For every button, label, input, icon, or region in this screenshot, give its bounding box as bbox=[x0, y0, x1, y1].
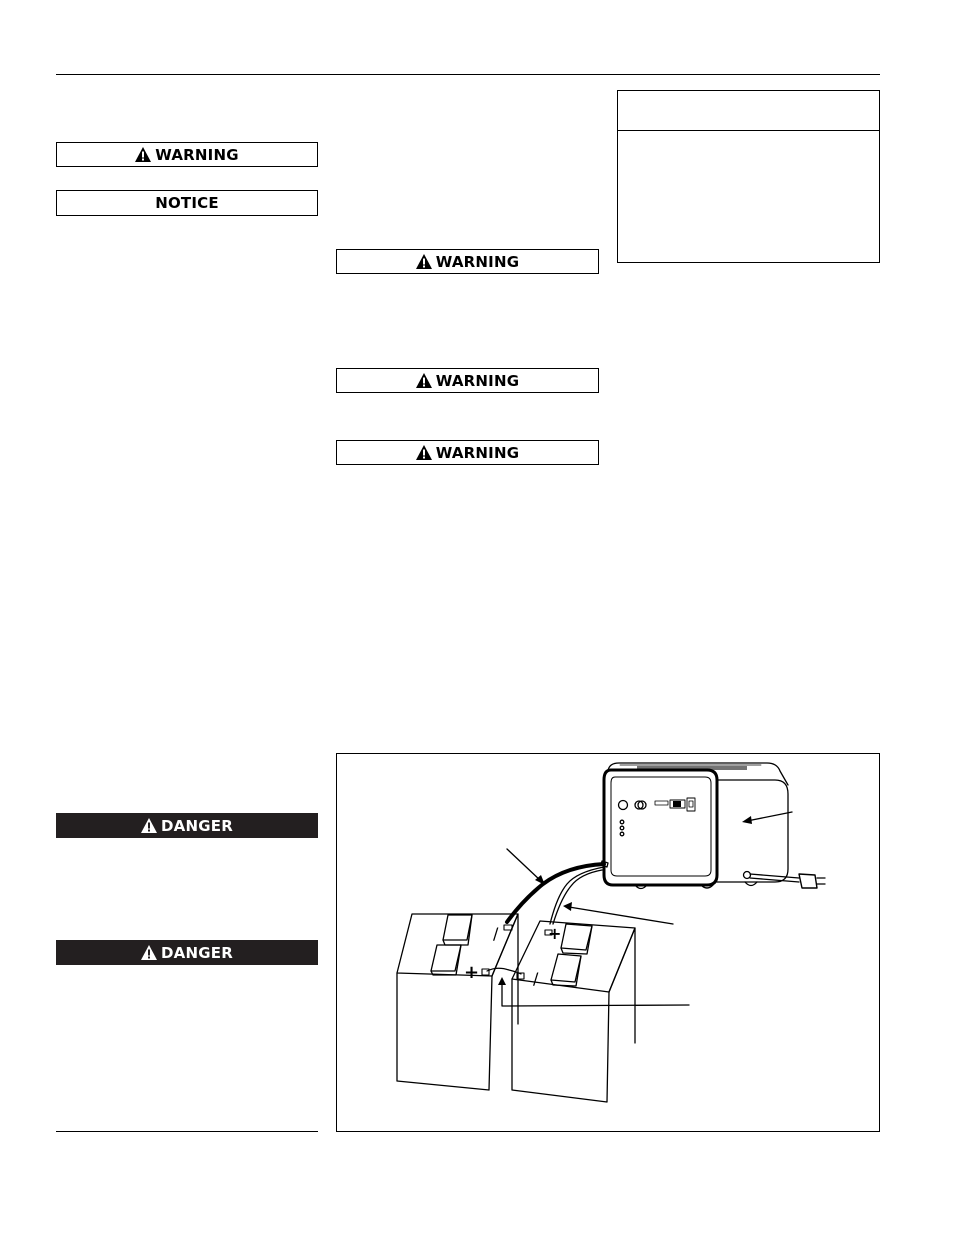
battery-connection-figure bbox=[336, 753, 880, 1132]
battery-charger bbox=[601, 763, 825, 889]
left-battery-plus-symbol: + bbox=[464, 962, 480, 983]
callout-negative-cable bbox=[507, 849, 545, 885]
notice-label bbox=[56, 190, 318, 216]
warning-label-2 bbox=[336, 249, 599, 274]
notice-label-text: NOTICE bbox=[155, 194, 219, 212]
danger-label-text: DANGER bbox=[161, 816, 233, 835]
warning-triangle-icon bbox=[141, 818, 157, 833]
sidebar-box bbox=[617, 90, 880, 263]
warning-triangle-icon bbox=[416, 445, 432, 460]
warning-label-text: WARNING bbox=[435, 443, 520, 462]
danger-label-2 bbox=[56, 940, 318, 965]
warning-triangle-icon bbox=[141, 945, 157, 960]
warning-triangle-icon bbox=[135, 147, 151, 162]
danger-label-text: DANGER bbox=[161, 943, 233, 962]
callout-charger bbox=[742, 812, 792, 824]
callout-positive-cable bbox=[563, 902, 673, 924]
sidebar-box-divider bbox=[618, 130, 879, 131]
left-battery bbox=[397, 914, 518, 1090]
warning-label-text: WARNING bbox=[435, 371, 520, 390]
warning-triangle-icon bbox=[416, 373, 432, 388]
left-battery-minus-symbol: / bbox=[493, 924, 499, 943]
warning-label-1 bbox=[56, 142, 318, 167]
warning-label-text: WARNING bbox=[435, 252, 520, 271]
left-column-bottom-rule bbox=[56, 1131, 318, 1132]
positive-cable-inner bbox=[553, 870, 602, 924]
right-battery-minus-symbol: / bbox=[533, 969, 539, 988]
figure-illustration bbox=[337, 754, 881, 1133]
right-battery bbox=[512, 921, 635, 1102]
right-battery-plus-symbol: + bbox=[548, 924, 562, 943]
warning-label-3 bbox=[336, 368, 599, 393]
warning-label-4 bbox=[336, 440, 599, 465]
header-rule bbox=[56, 74, 880, 75]
danger-label-1 bbox=[56, 813, 318, 838]
warning-triangle-icon bbox=[416, 254, 432, 269]
warning-label-text: WARNING bbox=[155, 145, 239, 164]
